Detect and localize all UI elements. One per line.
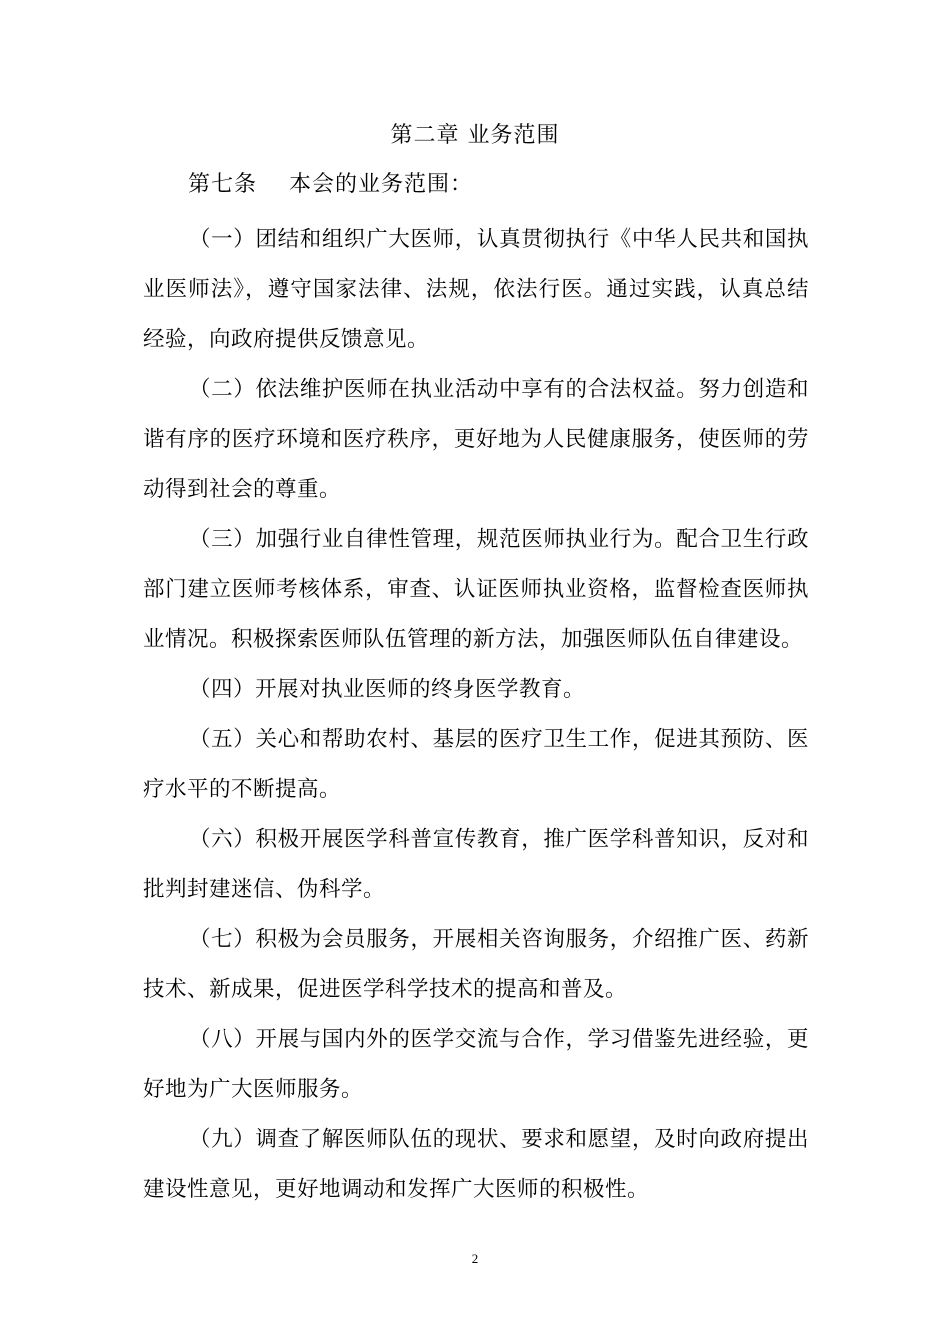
list-item: （八）开展与国内外的医学交流与合作，学习借鉴先进经验，更好地为广大医师服务。 bbox=[143, 1027, 809, 1102]
list-item: （九）调查了解医师队伍的现状、要求和愿望，及时向政府提出建设性意见，更好地调动和发挥广大医师的积极性。 bbox=[143, 1127, 809, 1202]
list-item: （二）依法维护医师在执业活动中享有的合法权益。努力创造和谐有序的医疗环境和医疗秩序，更好地为人民健康服务，使医师的劳动得到社会的尊重。 bbox=[143, 377, 809, 502]
list-item: （七）积极为会员服务，开展相关咨询服务，介绍推广医、药新技术、新成果，促进医学科学技术的提高和普及。 bbox=[143, 927, 809, 1002]
article-heading: 第七条 本会的业务范围： bbox=[188, 172, 473, 197]
list-item: （一）团结和组织广大医师，认真贯彻执行《中华人民共和国执业医师法》，遵守国家法律、法规，依法行医。通过实践，认真总结经验，向政府提供反馈意见。 bbox=[143, 227, 809, 352]
list-item: （四）开展对执业医师的终身医学教育。 bbox=[189, 677, 586, 702]
list-item: （六）积极开展医学科普宣传教育，推广医学科普知识，反对和批判封建迷信、伪科学。 bbox=[143, 827, 809, 902]
list-item: （三）加强行业自律性管理，规范医师执业行为。配合卫生行政部门建立医师考核体系，审查、认证医师执业资格，监督检查医师执业情况。积极探索医师队伍管理的新方法，加强医师队伍自律建设。 bbox=[143, 527, 809, 652]
list-item: （五）关心和帮助农村、基层的医疗卫生工作，促进其预防、医疗水平的不断提高。 bbox=[143, 727, 809, 802]
article-body bbox=[143, 215, 809, 1215]
page-number: 2 bbox=[471, 1251, 479, 1266]
chapter-title: 第二章 业务范围 bbox=[390, 123, 560, 148]
